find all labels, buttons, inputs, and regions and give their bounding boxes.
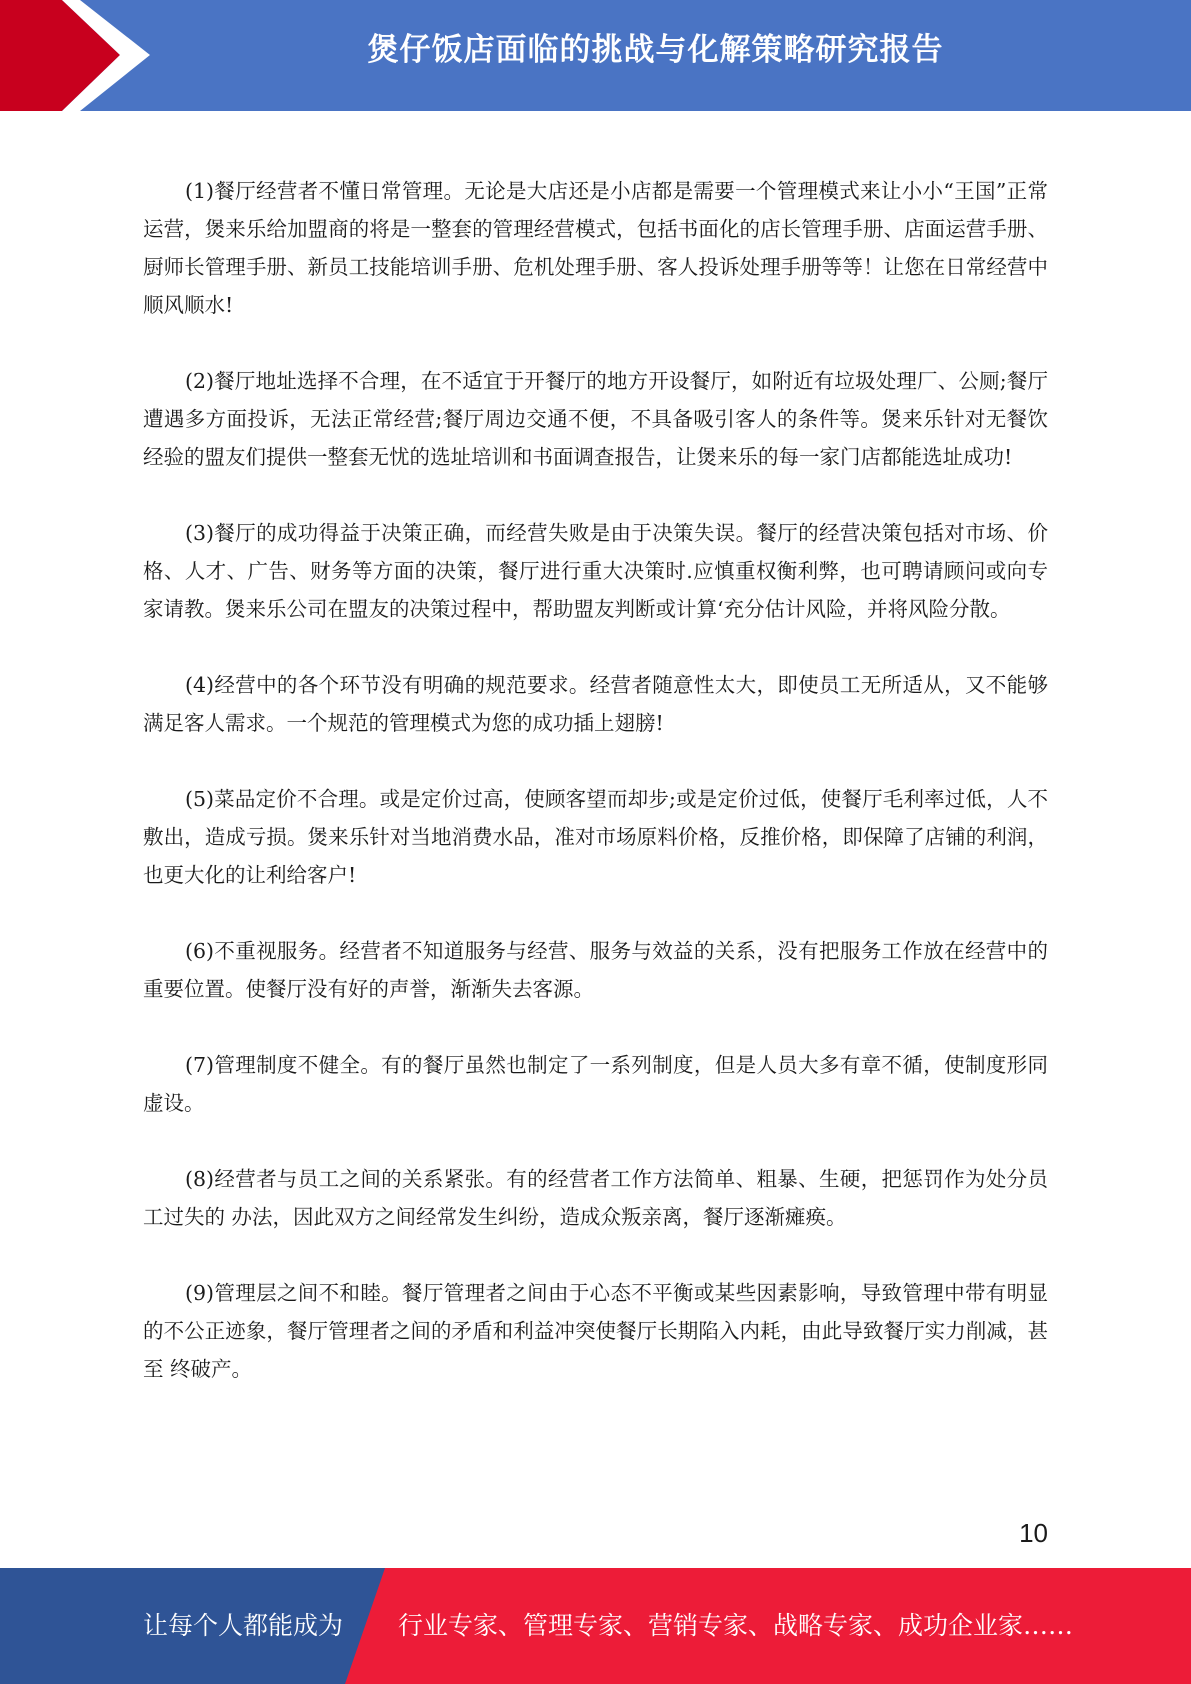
paragraph-4: (4)经营中的各个环节没有明确的规范要求。经营者随意性太大，即使员工无所适从，又不能够满足客人需求。一个规范的管理模式为您的成功插上翅膀!: [143, 673, 1048, 735]
paragraph-8: (8)经营者与员工之间的关系紧张。有的经营者工作方法简单、粗暴、生硬，把惩罚作为处分员工过失的 办法，因此双方之间经常发生纠纷，造成众叛亲离，餐厅逐渐瘫痪。: [143, 1167, 1048, 1229]
paragraph-9: (9)管理层之间不和睦。餐厅管理者之间由于心态不平衡或某些因素影响，导致管理中带有明显的不公正迹象，餐厅管理者之间的矛盾和利益冲突使餐厅长期陷入内耗，由此导致餐厅实力削减，甚至 终破产。: [143, 1281, 1048, 1381]
page-number: 10: [1019, 1518, 1048, 1548]
paragraph-6: (6)不重视服务。经营者不知道服务与经营、服务与效益的关系，没有把服务工作放在经营中的重要位置。使餐厅没有好的声誉，渐渐失去客源。: [143, 939, 1048, 1001]
page-footer: [0, 1568, 1191, 1684]
paragraph-7: (7)管理制度不健全。有的餐厅虽然也制定了一系列制度，但是人员大多有章不循，使制度形同虚设。: [143, 1053, 1048, 1115]
report-body: [143, 172, 1048, 1426]
footer-slogan-left: 让每个人都能成为: [143, 1611, 344, 1640]
paragraph-1: (1)餐厅经营者不懂日常管理。无论是大店还是小店都是需要一个管理模式来让小小“王国”正常运营，煲来乐给加盟商的将是一整套的管理经营模式，包括书面化的店长管理手册、店面运营手册、厨师长管理手册、新员工技能培训手册、危机处理手册、客人投诉处理手册等等！让您在日常经营中顺风顺水!: [143, 179, 1048, 317]
document-title: 煲仔饭店面临的挑战与化解策略研究报告: [367, 32, 944, 68]
page-header: [0, 0, 1191, 111]
footer-slogan-right: 行业专家、管理专家、营销专家、战略专家、成功企业家……: [398, 1611, 1074, 1640]
paragraph-2: (2)餐厅地址选择不合理，在不适宜于开餐厅的地方开设餐厅，如附近有垃圾处理厂、公厕;餐厅遭遇多方面投诉，无法正常经营;餐厅周边交通不便，不具备吸引客人的条件等。煲来乐针对无餐饮经验的盟友们提供一整套无忧的选址培训和书面调查报告，让煲来乐的每一家门店都能选址成功!: [143, 369, 1048, 469]
paragraph-5: (5)菜品定价不合理。或是定价过高，使顾客望而却步;或是定价过低，使餐厅毛利率过低，人不敷出，造成亏损。煲来乐针对当地消费水品，准对市场原料价格，反推价格，即保障了店铺的利润，也更大化的让利给客户!: [143, 787, 1048, 887]
paragraph-3: (3)餐厅的成功得益于决策正确，而经营失败是由于决策失误。餐厅的经营决策包括对市场、价格、人才、广告、财务等方面的决策，餐厅进行重大决策时.应慎重权衡利弊，也可聘请顾问或向专家请教。煲来乐公司在盟友的决策过程中，帮助盟友判断或计算‘充分估计风险，并将风险分散。: [143, 521, 1048, 621]
